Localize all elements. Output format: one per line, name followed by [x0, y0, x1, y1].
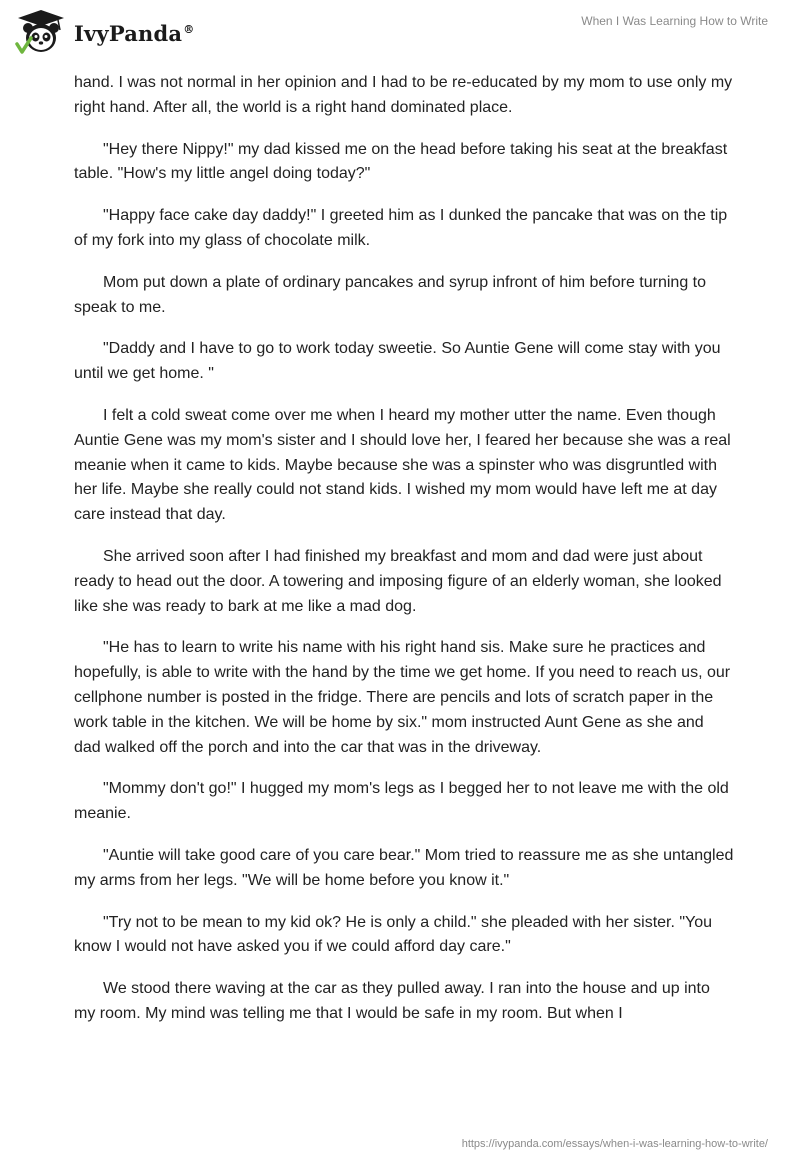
essay-paragraph: "Daddy and I have to go to work today sweetie. So Auntie Gene will come stay with you until we get home. " [74, 340, 721, 383]
essay-paragraph: "Mommy don't go!" I hugged my mom's legs as I begged her to not leave me with the old meanie. [74, 780, 729, 823]
essay-paragraph: "Happy face cake day daddy!" I greeted him as I dunked the pancake that was on the tip of my fork into my glass of chocolate milk. [74, 207, 728, 249]
source-url-link[interactable]: https://ivypanda.com/essays/when-i-was-learning-how-to-write/ [461, 1138, 768, 1150]
essay-paragraph: "Hey there Nippy!" my dad kissed me on the head before taking his seat at the breakfast table. "How's my little angel doing today?" [74, 140, 728, 183]
panda-graduate-icon [14, 8, 68, 56]
brand-registered-mark: ® [183, 22, 195, 36]
essay-paragraph: I felt a cold sweat come over me when I heard my mother utter the name. Even though Auntie Gene was my mom's sister and I should love her, I feared her because she was a real meanie when it came to kids. Maybe because she was a spinster who was disgruntled with her life. Maybe she really could not stand kids. I wished my mom would have left me at day care instead that day. [74, 406, 731, 524]
brand-logo-link[interactable] [14, 8, 194, 56]
essay-paragraph: We stood there waving at the car as they pulled away. I ran into the house and up into my room. My mind was telling me that I would be safe in my room. But when I [74, 980, 710, 1022]
page-header [0, 0, 800, 70]
essay-paragraph: "Try not to be mean to my kid ok? He is only a child." she pleaded with her sister. "You know I would not have asked you if we could afford day care." [74, 913, 713, 956]
essay-paragraph: "He has to learn to write his name with his right hand sis. Make sure he practices and hopefully, is able to write with the hand by the time we get home. If you need to reach us, our cellphone number is posted in the fridge. There are pencils and lots of scratch paper in the work table in the kitchen. We will be home by six." mom instructed Aunt Gene as she and dad walked off the porch and into the car that was in the driveway. [74, 639, 731, 756]
essay-paragraph: Mom put down a plate of ordinary pancakes and syrup infront of him before turning to speak to me. [74, 273, 707, 316]
essay-paragraph: She arrived soon after I had finished my breakfast and mom and dad were just about ready to head out the door. A towering and imposing figure of an elderly woman, she looked like she was ready to bark at me like a mad dog. [74, 547, 722, 615]
document-title: When I Was Learning How to Write [581, 14, 768, 28]
essay-paragraph: hand. I was not normal in her opinion and I had to be re-educated by my mom to use only my right hand. After all, the world is a right hand dominated place. [74, 74, 733, 116]
essay-paragraph: "Auntie will take good care of you care bear." Mom tried to reassure me as she untangled my arms from her legs. "We will be home before you know it." [74, 846, 734, 889]
brand-name: IvyPanda® [74, 20, 195, 46]
essay-body [74, 71, 734, 1044]
